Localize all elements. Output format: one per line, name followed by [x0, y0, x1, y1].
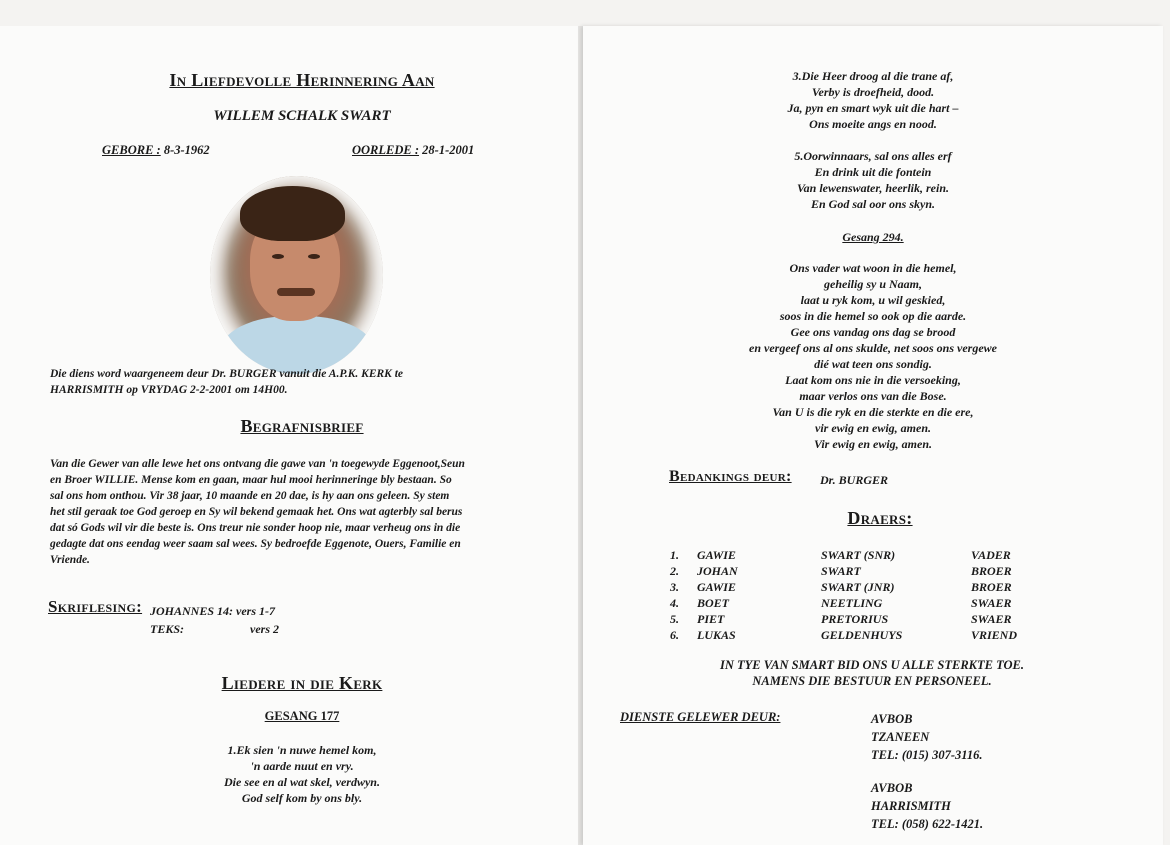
hymn-line: 1.Ek sien 'n nuwe hemel kom,	[227, 743, 377, 757]
bearer-last-name: NEETLING	[821, 595, 883, 610]
scripture-book: JOHANNES 14: vers 1-7	[150, 604, 275, 618]
letter-line: Van die Gewer van alle lewe het ons ontvang die gawe van 'n toegewyde Eggenoot,Seun	[50, 458, 465, 470]
songs-title: Liedere in die Kerk	[221, 673, 383, 693]
hymn-verse-3	[583, 68, 1163, 132]
bearer-num: 4.	[670, 595, 679, 610]
prayer-line: Ons vader wat woon in die hemel,	[789, 261, 957, 275]
table-row	[670, 611, 1017, 627]
letter-line: het stil geraak toe God geroep en Sy wil bekend gemaak het. Ons wat agterbly sal berus	[50, 506, 463, 518]
service-details	[50, 366, 570, 398]
bearer-first-name: JOHAN	[697, 563, 738, 578]
hymn-line: Die see en al wat skel, verdwyn.	[224, 775, 380, 789]
hymn2-title: Gesang 294.	[842, 230, 904, 244]
provider-tzaneen	[871, 710, 982, 764]
thanks-label: Bedankings deur:	[669, 468, 792, 485]
prayer-line: laat u ryk kom, u wil geskied,	[800, 293, 946, 307]
letter-line: en Broer WILLIE. Mense kom en gaan, maar hul mooi herinneringe bly bestaan. So	[50, 474, 452, 486]
born-date: 8-3-1962	[163, 143, 210, 157]
born-label: GEBORE :	[102, 143, 161, 157]
provider-harrismith	[871, 779, 983, 833]
right-page	[583, 26, 1163, 845]
prayer-line: en vergeef ons al ons skulde, net soos ons vergewe	[749, 341, 997, 355]
bearer-last-name: PRETORIUS	[821, 611, 889, 626]
letter-line: sal ons hom onthou. Vir 38 jaar, 10 maande en 20 dae, is hy aan ons geleen. Sy stem	[50, 490, 450, 502]
bearer-last-name: SWART (JNR)	[821, 579, 895, 594]
letter-line: dat só Gods wil vir die beste is. Ons treur nie sonder hoop nie, maar verheug ons in die	[50, 522, 461, 534]
prayer-line: maar verlos ons van die Bose.	[799, 389, 947, 403]
prayer-line: soos in die hemel so ook op die aarde.	[779, 309, 967, 323]
prayer-line: Van U is die ryk en die sterkte en die ere,	[772, 405, 974, 419]
hymn-verse-1	[0, 742, 578, 806]
portrait-mustache	[277, 288, 315, 296]
lords-prayer	[583, 260, 1163, 452]
table-row	[670, 547, 1017, 563]
hymn-line: 3.Die Heer droog al die trane af,	[792, 69, 954, 83]
hymn-line: Ja, pyn en smart wyk uit die hart –	[787, 101, 959, 115]
table-row	[670, 563, 1017, 579]
bearer-relation: BROER	[971, 579, 1012, 594]
letter-line: gedagte dat ons eendag weer saam sal wees. Sy bedroefde Eggenote, Ouers, Familie en	[50, 538, 461, 550]
bearers-table	[670, 547, 1017, 643]
bearer-num: 5.	[670, 611, 679, 626]
provider-name: AVBOB	[871, 781, 913, 795]
provider-phone: TEL: (058) 622-1421.	[871, 817, 984, 831]
death-info	[352, 143, 474, 158]
text-label: TEKS:	[150, 622, 185, 636]
funeral-letter	[50, 456, 570, 568]
left-page	[0, 26, 578, 845]
bearer-last-name: GELDENHUYS	[821, 627, 903, 642]
service-line: HARRISMITH op VRYDAG 2-2-2001 om 14H00.	[50, 384, 288, 396]
prayer-line: vir ewig en ewig, amen.	[815, 421, 931, 435]
bearers-title: Draers:	[847, 508, 913, 528]
bearer-relation: SWAER	[971, 595, 1012, 610]
bearer-num: 6.	[670, 627, 679, 642]
condolence-line: NAMENS DIE BESTUUR EN PERSONEEL.	[752, 674, 992, 688]
bearer-num: 1.	[670, 547, 679, 562]
birth-info	[102, 143, 210, 158]
bearer-num: 3.	[670, 579, 679, 594]
bearer-first-name: LUKAS	[697, 627, 736, 642]
portrait-hair	[240, 186, 345, 241]
bearer-first-name: BOET	[697, 595, 730, 610]
prayer-line: Vir ewig en ewig, amen.	[813, 437, 932, 451]
prayer-line: Laat kom ons nie in die versoeking,	[785, 373, 961, 387]
service-line: Die diens word waargeneem deur Dr. BURGER vanuit die A.P.K. KERK te	[50, 368, 404, 380]
scripture-label: Skriflesing:	[48, 597, 143, 616]
hymn-verse-5	[583, 148, 1163, 212]
hymn-title: GESANG 177	[264, 709, 340, 723]
table-row	[670, 595, 1017, 611]
bearer-relation: BROER	[971, 563, 1012, 578]
bearer-relation: VADER	[971, 547, 1011, 562]
provider-phone: TEL: (015) 307-3116.	[871, 748, 983, 762]
table-row	[670, 579, 1017, 595]
prayer-line: Gee ons vandag ons dag se brood	[790, 325, 956, 339]
bearer-first-name: GAWIE	[697, 547, 736, 562]
portrait-photo	[210, 176, 383, 374]
portrait-eye-left	[272, 254, 284, 259]
hymn-line: En drink uit die fontein	[814, 165, 932, 179]
hymn-line: 'n aarde nuut en vry.	[250, 759, 354, 773]
condolence-message	[583, 657, 1161, 689]
thanks-name: Dr. BURGER	[820, 473, 889, 487]
deceased-name: WILLEM SCHALK SWART	[213, 108, 391, 124]
hymn-line: Verby is droefheid, dood.	[811, 85, 935, 99]
letter-line: Vriende.	[50, 554, 90, 566]
hymn-line: Ons moeite angs en nood.	[809, 117, 937, 131]
bearer-last-name: SWART	[821, 563, 861, 578]
provider-town: TZANEEN	[871, 730, 930, 744]
bearer-last-name: SWART (SNR)	[821, 547, 896, 562]
prayer-line: dié wat teen ons sondig.	[814, 357, 932, 371]
table-row	[670, 627, 1017, 643]
services-label: DIENSTE GELEWER DEUR:	[620, 710, 781, 724]
hymn-line: 5.Oorwinnaars, sal ons alles erf	[794, 149, 952, 163]
hymn-line: God self kom by ons bly.	[241, 791, 363, 805]
memorial-title: In Liefdevolle Herinnering Aan	[169, 70, 435, 90]
portrait-eye-right	[308, 254, 320, 259]
bearer-relation: VRIEND	[971, 627, 1018, 642]
bearer-first-name: PIET	[697, 611, 725, 626]
hymn-line: Van lewenswater, heerlik, rein.	[796, 181, 950, 195]
died-date: 28-1-2001	[422, 143, 475, 157]
text-verse: vers 2	[250, 622, 279, 636]
died-label: OORLEDE :	[352, 143, 420, 157]
funeral-letter-title: Begrafnisbrief	[240, 416, 364, 436]
provider-town: HARRISMITH	[871, 799, 951, 813]
condolence-line: IN TYE VAN SMART BID ONS U ALLE STERKTE TOE.	[720, 658, 1024, 672]
hymn-line: En God sal oor ons skyn.	[810, 197, 936, 211]
bearer-num: 2.	[670, 563, 679, 578]
bearer-first-name: GAWIE	[697, 579, 736, 594]
prayer-line: geheilig sy u Naam,	[824, 277, 922, 291]
bearer-relation: SWAER	[971, 611, 1012, 626]
provider-name: AVBOB	[871, 712, 913, 726]
